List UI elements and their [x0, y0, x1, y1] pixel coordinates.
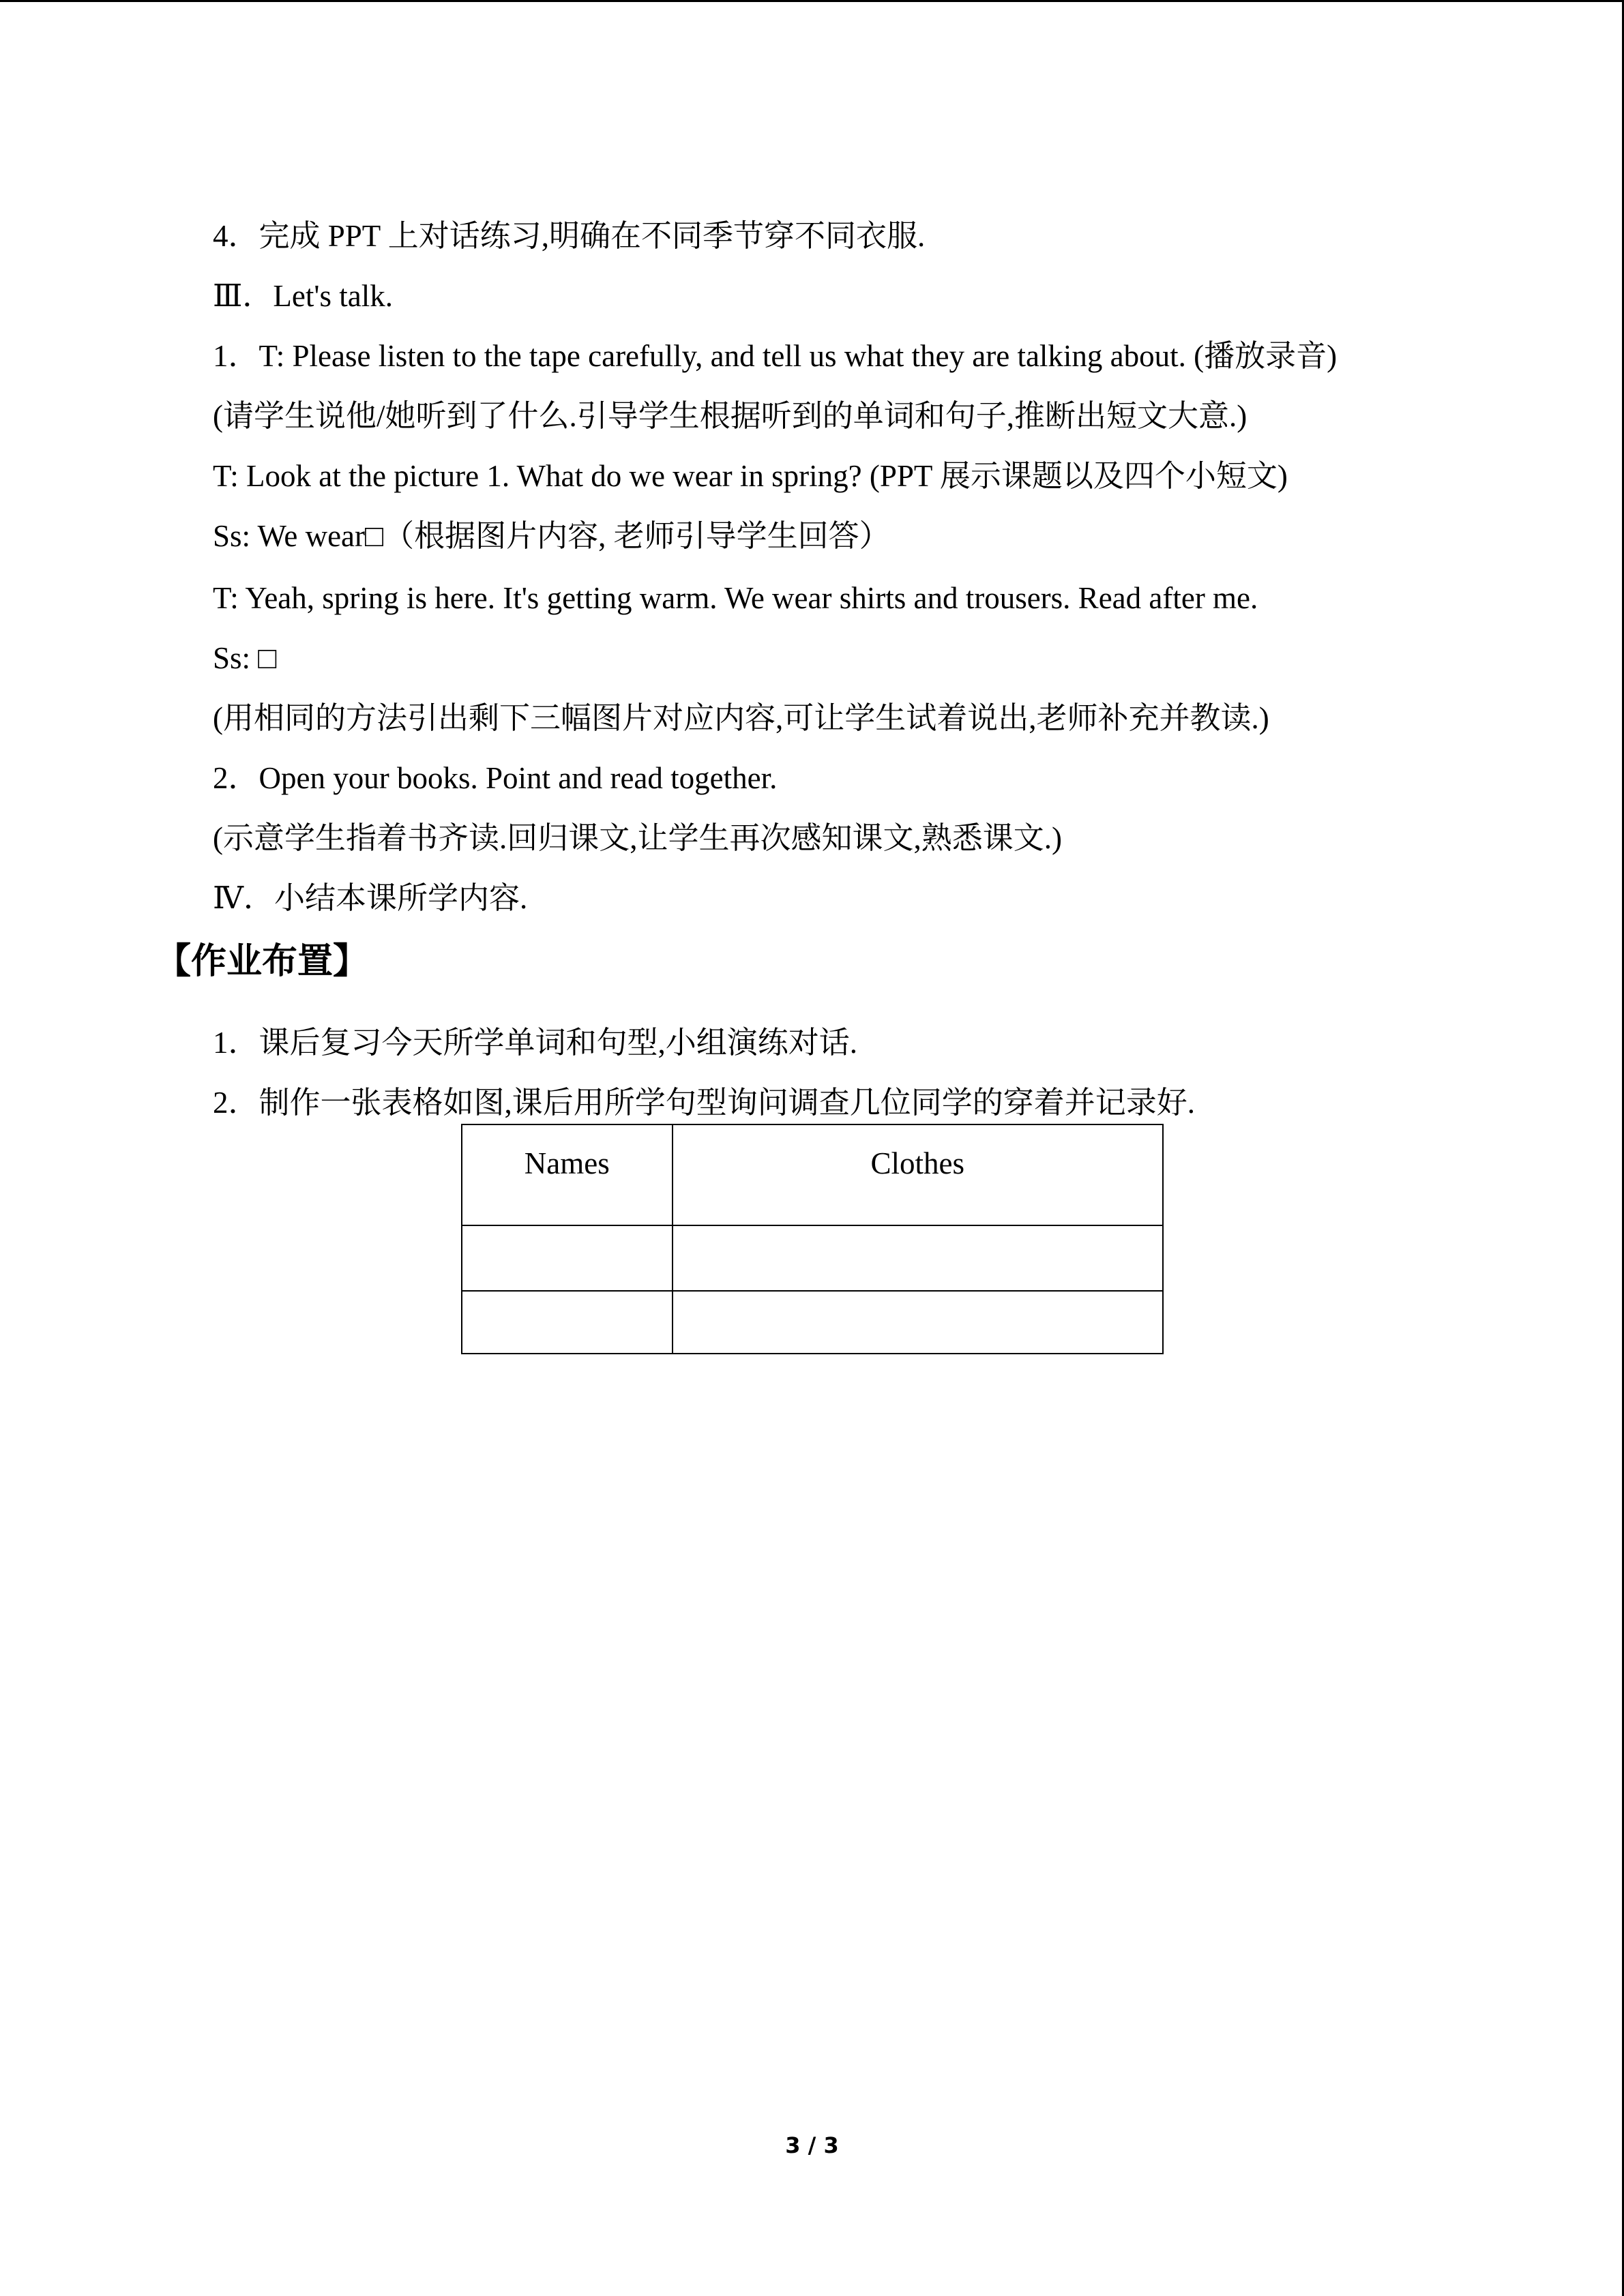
page-border-top — [0, 0, 1624, 2]
table-cell — [462, 1291, 673, 1354]
table-cell — [462, 1225, 673, 1291]
step-2-note: (示意学生指着书齐读.回归课文,让学生再次感知课文,熟悉课文.) — [213, 821, 1062, 855]
step-1-note: (请学生说他/她听到了什么.引导学生根据听到的单词和句子,推断出短文大意.) — [213, 399, 1247, 433]
table-cell — [673, 1291, 1163, 1354]
section-3-lets-talk: Ⅲ．Let's talk. — [213, 279, 393, 313]
table-cell — [673, 1225, 1163, 1291]
step-1-listen-tape: 1．T: Please listen to the tape carefully, and tell us what they are talking about. (播放录音) — [213, 339, 1338, 373]
students-line-we-wear: Ss: We wear□（根据图片内容, 老师引导学生回答） — [213, 519, 890, 553]
remaining-pictures-note: (用相同的方法引出剩下三幅图片对应内容,可让学生试着说出,老师补充并教读.) — [213, 701, 1269, 735]
step-2-open-books: 2．Open your books. Point and read together. — [213, 761, 778, 795]
survey-table — [461, 1124, 1164, 1354]
table-row — [462, 1291, 1163, 1354]
teacher-line-picture-1: T: Look at the picture 1. What do we wear in spring? (PPT 展示课题以及四个小短文) — [213, 459, 1288, 493]
table-header-row — [462, 1124, 1163, 1225]
table-header-names: Names — [462, 1124, 673, 1225]
students-line-repeat: Ss: □ — [213, 641, 277, 675]
homework-item-2: 2．制作一张表格如图,课后用所学句型询问调查几位同学的穿着并记录好. — [213, 1086, 1196, 1120]
table-header-clothes: Clothes — [673, 1124, 1163, 1225]
section-4-summary: Ⅳ．小结本课所学内容. — [213, 881, 528, 915]
homework-heading: 【作业布置】 — [156, 941, 369, 982]
step-4-ppt-dialogue: 4．完成 PPT 上对话练习,明确在不同季节穿不同衣服. — [213, 219, 926, 253]
teacher-line-spring: T: Yeah, spring is here. It's getting warm. We wear shirts and trousers. Read after me. — [213, 581, 1258, 615]
homework-item-1: 1．课后复习今天所学单词和句型,小组演练对话. — [213, 1026, 858, 1060]
table-row — [462, 1225, 1163, 1291]
page-number: 3 / 3 — [785, 2132, 839, 2158]
